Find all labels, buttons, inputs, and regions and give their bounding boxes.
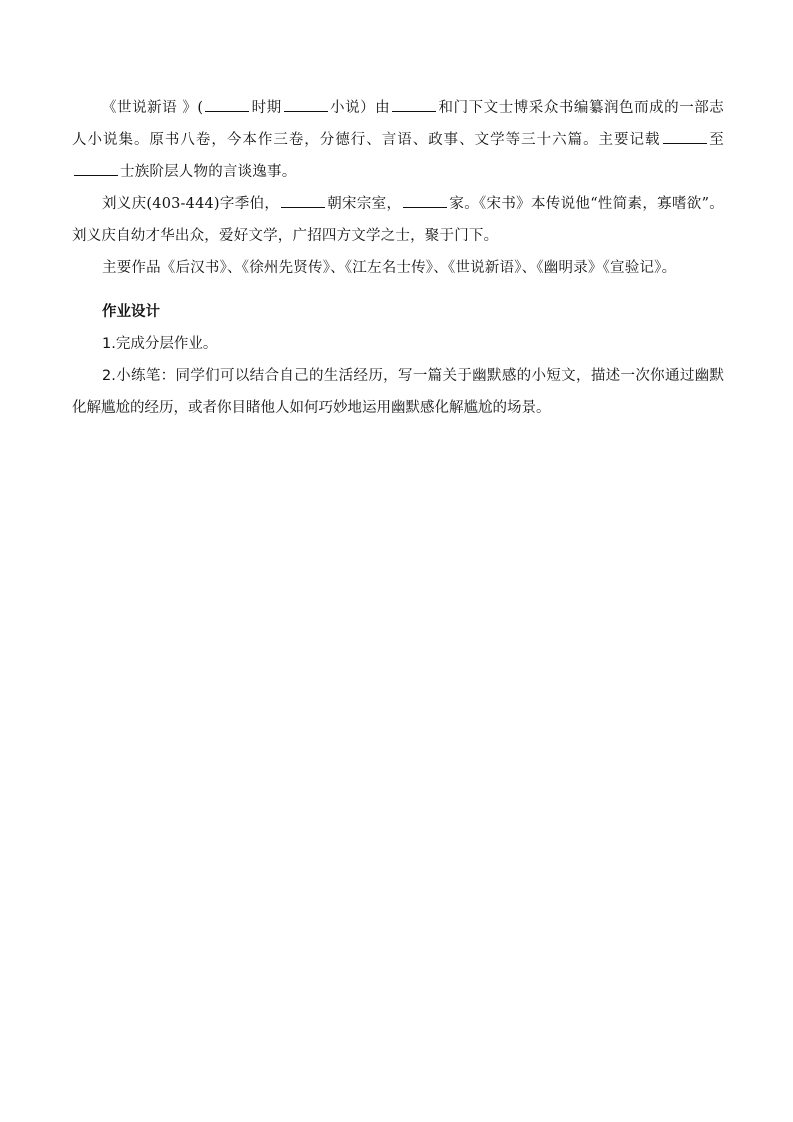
text-fragment: 和门下文士博采众书编纂润色而成的一部志人小说集。原书八卷，今本作三卷，分德行、言语、政事、文学等三十六篇。主要记载 <box>72 100 724 148</box>
text-fragment: 至 <box>708 132 724 148</box>
text-fragment: 家。《宋书》本传说他“性简素，寡嗜欲”。刘义庆自幼才华出众，爱好文学，广招四方文学之士，聚于门下。 <box>72 196 725 244</box>
homework-item-1: 1.完成分层作业。 <box>102 336 218 352</box>
document-page <box>72 92 724 424</box>
text-fragment: 《世说新语 》( <box>102 100 204 116</box>
intro-paragraph-works: 主要作品《后汉书》、《徐州先贤传》、《江左名士传》、《世说新语》、《幽明录》《宣验记》。 <box>102 260 677 276</box>
text-fragment: 时期 <box>251 100 282 116</box>
fill-blank <box>392 97 436 112</box>
text-fragment: 朝宋宗室， <box>327 196 402 212</box>
homework-title: 作业设计 <box>102 304 160 320</box>
fill-blank <box>663 129 707 144</box>
fill-blank <box>403 193 447 208</box>
fill-blank <box>281 193 325 208</box>
fill-blank <box>74 161 118 176</box>
spacer <box>72 284 724 296</box>
text-fragment: 士族阶层人物的言谈逸事。 <box>120 164 297 180</box>
text-fragment: 小说）由 <box>329 100 391 116</box>
intro-paragraph-shishuoxinyu <box>72 92 724 188</box>
homework-item-2: 2.小练笔：同学们可以结合自己的生活经历，写一篇关于幽默感的小短文，描述一次你通过幽默化解尴尬的经历，或者你目睹他人如何巧妙地运用幽默感化解尴尬的场景。 <box>72 368 724 416</box>
fill-blank <box>205 97 249 112</box>
fill-blank <box>284 97 328 112</box>
intro-paragraph-author <box>72 188 724 252</box>
text-fragment: 刘义庆(403-444)字季伯， <box>102 196 280 212</box>
